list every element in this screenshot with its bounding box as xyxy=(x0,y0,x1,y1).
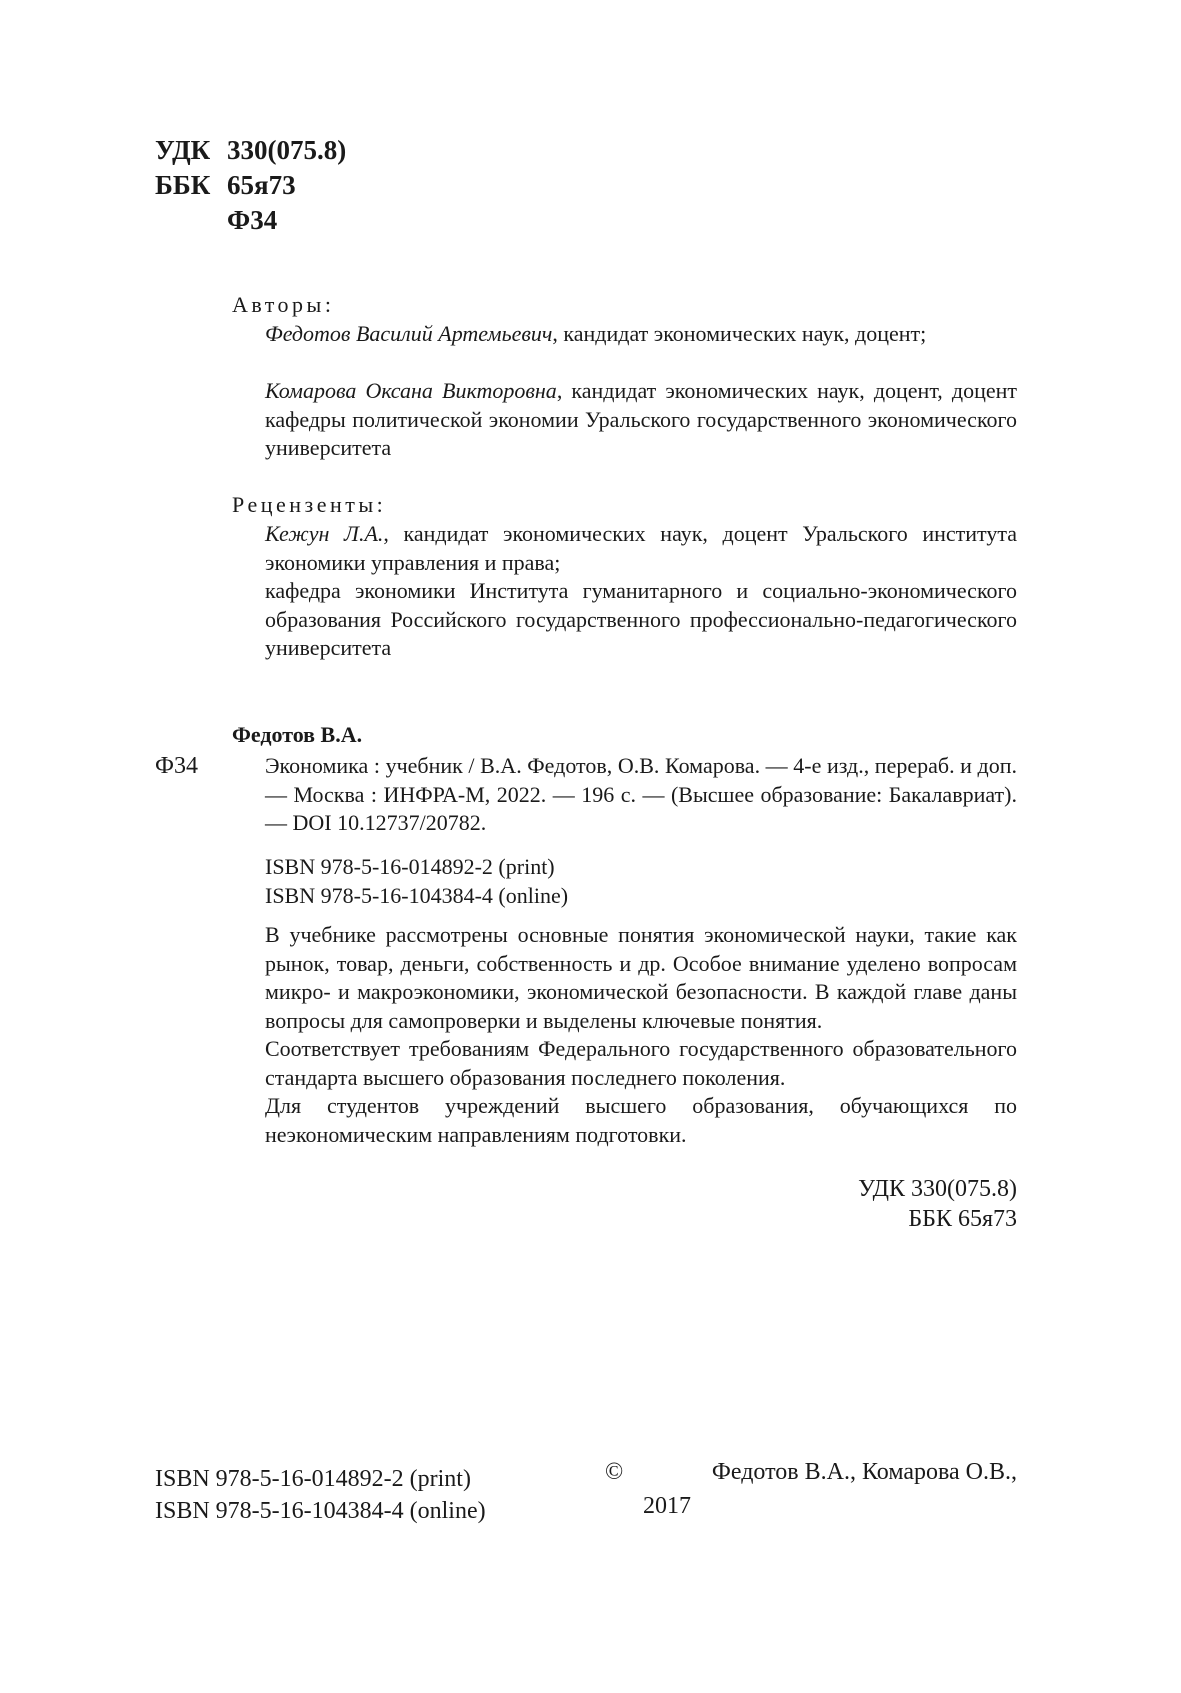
isbn-print: ISBN 978-5-16-014892-2 (print) xyxy=(265,854,555,879)
reviewer-1-name: Кежун Л.А. xyxy=(265,521,384,546)
catalog-udk: УДК 330(075.8) xyxy=(858,1176,1017,1202)
copyright xyxy=(605,1455,1017,1523)
abstract-paragraph-3: Для студентов учреждений высшего образования, обучающихся по неэкономическим направлениям подготовки. xyxy=(265,1093,1017,1147)
udk-value: 330(075.8) xyxy=(227,135,347,165)
catalog-bbk: ББК 65я73 xyxy=(908,1206,1017,1232)
copyright-year: 2017 xyxy=(643,1493,691,1519)
author-1-name: Федотов Василий Артемьевич xyxy=(265,321,553,346)
author-2-details: , кандидат экономических наук, доцент, доцент кафедры политической экономии Уральского государственного экономического университета xyxy=(265,378,1017,460)
reviewer-1-details: , кандидат экономических наук, доцент Уральского института экономики управления и права; xyxy=(265,521,1017,575)
abstract-paragraph-1: В учебнике рассмотрены основные понятия экономической науки, такие как рынок, товар, деньги, собственность и др. Особое внимание уделено вопросам микро- и макроэкономики, экономической безопасности. В каждой главе даны вопросы для самопроверки и выделены ключевые понятия. xyxy=(265,922,1017,1033)
catalog-codes xyxy=(760,1174,1017,1234)
author-1 xyxy=(265,320,1017,349)
footer-isbn-online: ISBN 978-5-16-104384-4 (online) xyxy=(155,1498,486,1524)
catalog-isbn xyxy=(265,852,568,910)
isbn-online: ISBN 978-5-16-104384-4 (online) xyxy=(265,883,569,908)
abstract xyxy=(265,921,1017,1149)
author-2-name: Комарова Оксана Викторовна xyxy=(265,378,557,403)
classification-codes xyxy=(155,133,346,238)
author-1-details: , кандидат экономических наук, доцент; xyxy=(552,321,927,346)
udk-code xyxy=(155,133,346,168)
copyright-holders: Федотов В.А., Комарова О.В., xyxy=(711,1459,1017,1485)
authors-label: Авторы: xyxy=(232,292,335,317)
footer-isbn xyxy=(155,1463,486,1527)
abstract-paragraph-2: Соответствует требованиям Федерального государственного образовательного стандарта высшего образования последнего поколения. xyxy=(265,1036,1017,1090)
reviewer-1 xyxy=(265,520,1017,577)
copyright-symbol: © xyxy=(605,1459,624,1485)
copyright-line xyxy=(605,1455,1017,1489)
footer-isbn-print: ISBN 978-5-16-014892-2 (print) xyxy=(155,1466,471,1492)
author-sign: Ф34 xyxy=(227,205,278,235)
bbk-code xyxy=(155,168,346,203)
catalog-sign: Ф34 xyxy=(155,753,198,779)
udk-label: УДК xyxy=(155,135,211,165)
catalog-heading: Федотов В.А. xyxy=(232,722,363,747)
bbk-value: 65я73 xyxy=(227,170,296,200)
reviewer-2: кафедра экономики Института гуманитарного и социально-экономического образования Российского государственного профессионально-педагогического университета xyxy=(265,578,1017,660)
bibliographic-description: Экономика : учебник / В.А. Федотов, О.В. Комарова. — 4-е изд., перераб. и доп. — Москва : ИНФРА-М, 2022. — 196 с. — (Высшее образование: Бакалавриат). — DOI 10.12737/20782. xyxy=(265,753,1017,835)
bbk-label: ББК xyxy=(155,170,211,200)
reviewers-label: Рецензенты: xyxy=(232,492,387,517)
author-2 xyxy=(265,377,1017,463)
